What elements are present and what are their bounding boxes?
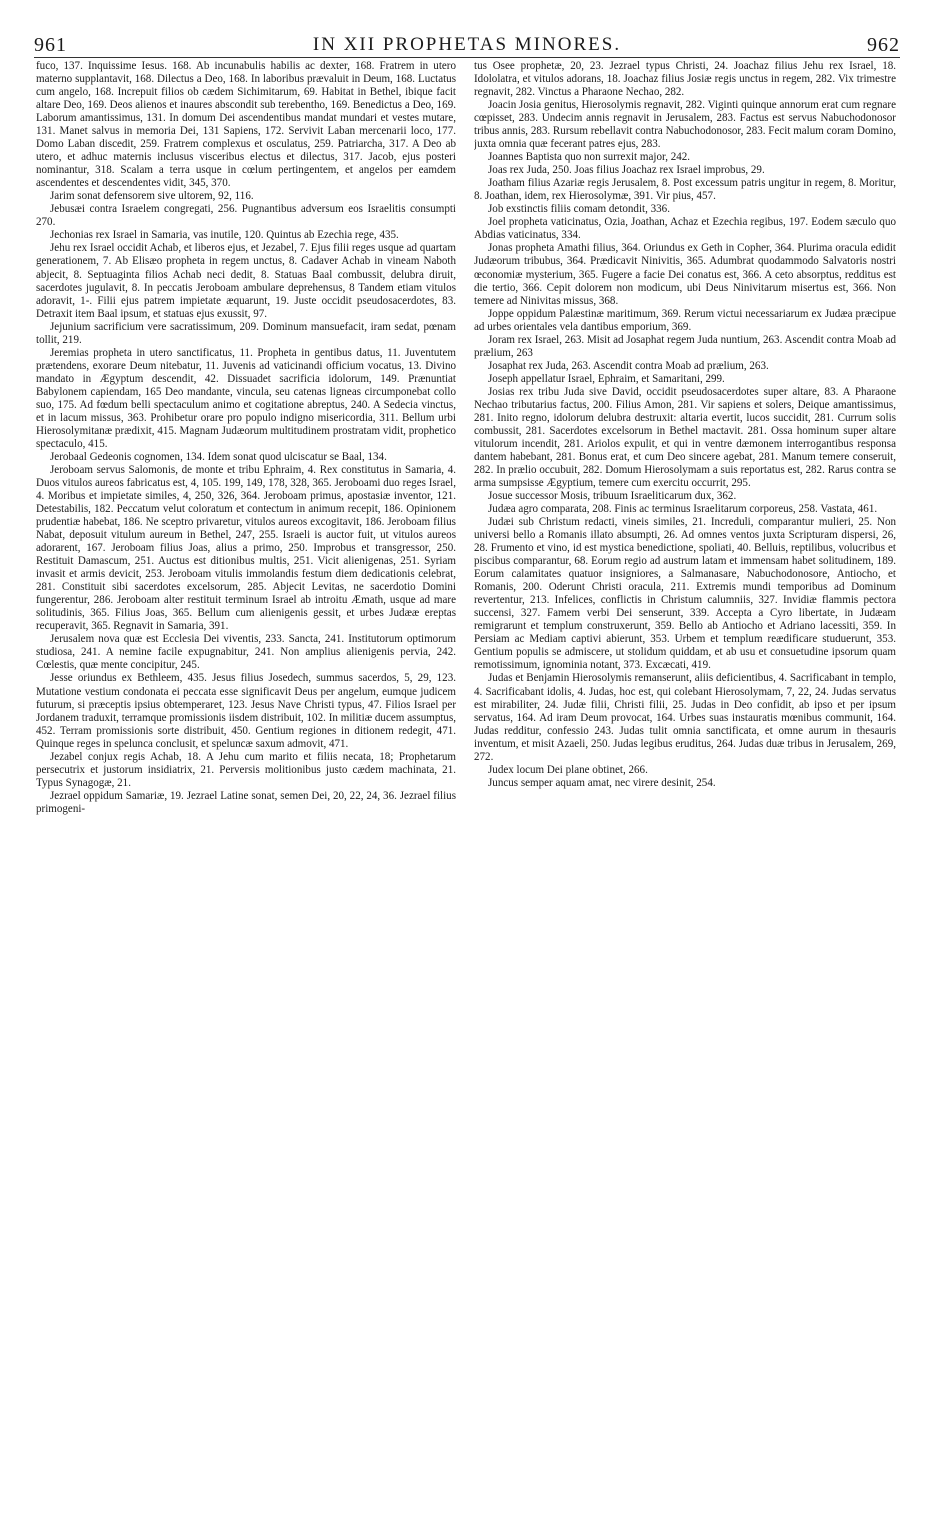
index-entry: Judæa agro comparata, 208. Finis ac terminus Israelitarum corporeus, 258. Vastata, 461. (488, 503, 878, 516)
right-column (474, 60, 896, 1530)
index-entry: Jejunium sacrificium vere sacratissimum, 209. Dominum mansuefacit, iram sedat, pœnam tollit, 219. (36, 320, 456, 346)
index-entry: Jezabel conjux regis Achab, 18. A Jehu cum marito et filiis necata, 18; Prophetarum persecutrix et justorum insidiatrix, 21. Perversis molitionibus justo cædem machinata, 21. Typus Synagogæ, 21. (36, 750, 456, 789)
index-entry: tus Osee prophetæ, 20, 23. Jezrael typus Christi, 24. Joachaz filius Jehu rex Israel, 18. Idololatra, et vitulos adorans, 18. Joachaz filius Josiæ regis unctus in regem, 282. Vix trimestre regnavit, 282. Vinctus a Pharaone Nechao, 282. (474, 60, 896, 99)
index-entry: Josaphat rex Juda, 263. Ascendit contra Moab ad prælium, 263. (488, 359, 769, 372)
index-entry: Jerusalem nova quæ est Ecclesia Dei viventis, 233. Sancta, 241. Institutorum optimorum studiosa, 241. A nemine facile expugnabitur, 241. Non amplius alienigenis pervia, 242. Cœlestis, quæ mente concipitur, 245. (36, 633, 456, 672)
index-entry: Jehu rex Israel occidit Achab, et liberos ejus, et Jezabel, 7. Ejus filii reges usque ad quartam generationem, 7. Ab Elisæo propheta in regem unctus, 8. Cadaver Achab in vineam Naboth abjecit, 8. Septuaginta filios Achab neci dedit, 8. Statuas Baal combussit, delubra diruit, sacerdotes jugulavit, 8. In peccatis Jeroboam ambulare deprehensus, 8 Tandem etiam vitulos adoravit, 1-. Filii ejus patrem impietate æquarunt, 19. Juste occidit pseudosacerdotes, 83. Detraxit item Baal ipsum, et statuas ejus exussit, 97. (36, 242, 456, 320)
index-entry: Judas et Benjamin Hierosolymis remanserunt, aliis deficientibus, 4. Sacrificabant in templo, 4. Sacrificabant idolis, 4. Judas, hoc est, qui colebant Hierosolymam, 7, 22, 24. Judas servatus est mirabiliter, 24. Judæ filii, Christi filii, 25. Judas in Deo confidit, ab ipso et per ipsum servatus, 164. Ad iram Deum provocat, 164. Urbes suas instauratis mœnibus communit, 164. Judas redditur, confessio 243. Judas tulit omnia sanctificata, et omne aurum in thesauris inventum, et misit Azaeli, 250. Judas legibus eruditus, 264. Judas duæ tribus in Jerusalem, 269, 272. (474, 672, 896, 763)
index-entry: Judex locum Dei plane obtinet, 266. (488, 763, 648, 776)
index-entry: Jerobaal Gedeonis cognomen, 134. Idem sonat quod ulciscatur se Baal, 134. (50, 450, 387, 463)
index-entry: Joseph appellatur Israel, Ephraim, et Samaritani, 299. (488, 372, 725, 385)
index-entry: Joppe oppidum Palæstinæ maritimum, 369. Rerum victui necessariarum ex Judæa præcipue ad urbes orientales vela dantibus emporium, 369. (474, 307, 896, 333)
index-entry: Joram rex Israel, 263. Misit ad Josaphat regem Juda nuntium, 263. Ascendit contra Moab ad prælium, 263 (474, 333, 896, 359)
index-entry: Joel propheta vaticinatus, Ozia, Joathan, Achaz et Ezechia regibus, 197. Eodem sæculo quo Abdias vaticinatus, 334. (474, 216, 896, 242)
index-entry: Job exstinctis filiis comam detondit, 336. (488, 203, 670, 216)
index-entry: Judæi sub Christum redacti, vineis similes, 21. Increduli, comparantur mulieri, 25. Non universi bello a Romanis illato absumpti, 26. Ad omnes ventos juxta Scripturam dispersi, 26, 28. Frumento et vino, id est mystica benedictione, spoliati, 40. Belluis, reptilibus, volucribus et piscibus comparantur, 68. Eorum regio ad austrum latam et immensam habet solitudinem, 189. Eorum calamitates quatuor insigniores, a Salmanasare, Nabuchodonosore, Antiocho, et Romanis, 200. Oderunt Christi oracula, 211. Extremis mundi temporibus ad Dominum revertentur, 213. Infelices, conflictis in Christum calumniis, 327. Invidiæ flammis pectora succensi, 327. Famem verbi Dei senserunt, 339. Accepta a Cyro libertate, in Judæam remigrarunt et templum construxerunt, 359. Bello ab Antiocho et Adriano lacessiti, 359. In Persiam ac Mediam captivi abierunt, 353. Urbem et templum reædificare studuerunt, 353. Gentium populis se admiscere, ut stolidum quiddam, et ab usu et consuetudine ipsorum quam remotissimum, ignominia notant, 373. Excæcati, 419. (474, 516, 896, 672)
index-entry: Jarim sonat defensorem sive ultorem, 92, 116. (50, 190, 254, 203)
left-page-number: 961 (34, 34, 67, 56)
index-entry: Jechonias rex Israel in Samaria, vas inutile, 120. Quintus ab Ezechia rege, 435. (50, 229, 399, 242)
index-entry: Jebusæi contra Israelem congregati, 256. Pugnantibus adversum eos Israelitis consumpti 270. (36, 203, 456, 229)
left-column (36, 60, 456, 1530)
index-entry: Joas rex Juda, 250. Joas filius Joachaz rex Israel improbus, 29. (488, 164, 765, 177)
index-entry: Jezrael oppidum Samariæ, 19. Jezrael Latine sonat, semen Dei, 20, 22, 24, 36. Jezrael filius primogeni- (36, 789, 456, 815)
index-entry: Jeremias propheta in utero sanctificatus, 11. Propheta in gentibus datus, 11. Juventutem prætendens, exorare Deum nitebatur, 11. Juvenis ad vaticinandi officium vocatus, 13. Divino mandato in Ægyptum descendit, 42. Dissuadet sacrificia idolorum, 149. Prænuntiat Babylonem capiendam, 165 Deo mandante, vincula, seu catenas ligneas circumponebat collo suo, 175. Ad fœdum belli spectaculum animo et cogitatione abreptus, 240. A Sedecia vinctus, et in lacum missus, 363. Prohibetur orare pro populo indigno misericordia, 311. Bellum urbi Hierosolymitanæ prædixit, 415. Magnam Judæorum multitudinem prostratam vidit, prophetico spectaculo, 415. (36, 346, 456, 450)
index-entry: Jesse oriundus ex Bethleem, 435. Jesus filius Josedech, summus sacerdos, 5, 29, 123. Mutatione vestium condonata ei peccata esse significavit Deus per angelum, eumque judicem futurum, si præceptis ipsius obtemperaret, 123. Jesus Nave Christi typus, 47. Filios Israel per Jordanem traduxit, terramque promissionis iisdem distribuit, 102. In militiæ ducem assumptus, 452. Terram promissionis sorte distribuit, 450. Gentium regiones in ditionem redegit, 471. Quinque reges in spelunca conclusit, et speluncæ saxum admovit, 471. (36, 672, 456, 750)
index-entry: fuco, 137. Inquissime Iesus. 168. Ab incunabulis habilis ac dexter, 168. Fratrem in utero materno supplantavit, 168. Dilectus a Deo, 168. In laboribus prævaluit in Deum, 168. Luctatus cum angelo, 168. Increpuit filios ob cædem Sichimitarum, 69. Habitat in Bethel, ibique facit altare Deo, 169. Deos alienos et inaures abscondit sub terebentho, 169. Benedictus a Deo, 169. Laborum amantissimus, 131. In domum Dei ascendentibus mandat mundari et vestes mutare, 131. Manet salvus in memoria Dei, 131 Sapiens, 172. Servivit Laban mercenarii loco, 177. Domo Laban discedit, 259. Fratrem complexus et osculatus, 259. Patriarcha, 317. A Deo ab utero, et adhuc maternis inclusus visceribus electus et dilectus, 317. Jacob, ejus posteri nominantur, 318. Scalam a terra usque in cœlum pertingentem, et angelos per eamdem ascendentes et descendentes vidit, 345, 370. (36, 60, 456, 190)
index-entry: Josias rex tribu Juda sive David, occidit pseudosacerdotes super altare, 83. A Pharaone Nechao tributarius factus, 200. Filius Amon, 281. Vir sapiens et solers, Deique amantissimus, 281. Inito regno, idolorum delubra destruxit: altaria evertit, lucos succidit, 281. Currum solis combussit, 281. Sacerdotes excelsorum in Bethel mactavit. 281. Ossa hominum super altare vitulorum incendit, 281. Ariolos expulit, et qui in ventre dæmonem interrogantibus responsa dantem habebant, 281. Bonus erat, et cum Deo sincere agebat, 281. Manum temere conseruit, 282. In prælio occubuit, 282. Domum Hierosolymam a suis reportatus est, 282. Rarus contra se arma sumpsisse Ægyptium, temere cum exercitu occurrit, 295. (474, 385, 896, 489)
right-page-number: 962 (867, 34, 900, 56)
index-entry: Juncus semper aquam amat, nec virere desinit, 254. (488, 776, 716, 789)
index-entry: Jonas propheta Amathi filius, 364. Oriundus ex Geth in Copher, 364. Plurima oracula edidit Judæorum tribubus, 364. Prædicavit Ninivitis, 365. Adumbrat quodammodo Salvatoris nostri œconomiæ mysterium, 365. Fugere a facie Dei conatus est, 366. A ceto absorptus, redditus est die tertio, 366. Cepit dolorem non modicum, ubi Deus Ninivitarum misertus est, 366. Non temere ad Ninivitas missus, 368. (474, 242, 896, 307)
index-entry: Jeroboam servus Salomonis, de monte et tribu Ephraim, 4. Rex constitutus in Samaria, 4. Duos vitulos aureos fabricatus est, 4, 105. 199, 149, 178, 328, 365. Jeroboami duo reges Israel, 4. Moribus et impietate similes, 4, 250, 326, 364. Jeroboam primus, apostasiæ inventor, 121. Detestabilis, 182. Peccatum velut coloratum et contectum in animum recepit, 186. Opinionem prudentiæ habebat, 186. Ne sceptro privaretur, vitulos aureos excogitavit, 186. Jeroboam filius Nabat, deposuit vitulum aureum in Bethel, 247, 255. Israeli is auctor fuit, ut vitulos aureos adorarent, 167. Jeroboam filius Joas, alius a primo, 250. Improbus et transgressor, 250. Restituit Damascum, 251. Auctus est ditionibus multis, 251. Vicit alienigenas, 251. Syriam invasit et armis devicit, 253. Jeroboam vitulis immolandis festum diem dedicationis celebrat, 281. Constituit sibi sacerdotes excelsorum, 285. Abjecit Levitas, ne sacerdotio Domini fungerentur, 286. Jeroboam alter restituit terminum Israel ab introitu Æmath, usque ad mare solitudinis, 365. Filius Joas, 365. Bellum cum alienigenis gessit, et urbes Judææ ereptas recuperavit, 365. Regnavit in Samaria, 391. (36, 463, 456, 633)
index-entry: Joacin Josia genitus, Hierosolymis regnavit, 282. Viginti quinque annorum erat cum regnare cœpisset, 283. Undecim annis regnavit in Jerusalem, 283. Factus est servus Nabuchodonosor tribus annis, 283. Rursum rebellavit contra Nabuchodonosor, 283. Fecit malum coram Domino, juxta omnia quæ fecerant patres ejus, 283. (474, 99, 896, 151)
index-entry: Joannes Baptista quo non surrexit major, 242. (488, 151, 691, 164)
index-entry: Joatham filius Azariæ regis Jerusalem, 8. Post excessum patris ungitur in regem, 8. Moritur, 8. Joathan, idem, rex Hierosolymæ, 391. Vir pius, 457. (474, 177, 896, 203)
index-entry: Josue successor Mosis, tribuum Israeliticarum dux, 362. (488, 490, 737, 503)
running-title: IN XII PROPHETAS MINORES. (312, 34, 622, 55)
header-rule (34, 57, 900, 58)
page-header (34, 34, 900, 56)
